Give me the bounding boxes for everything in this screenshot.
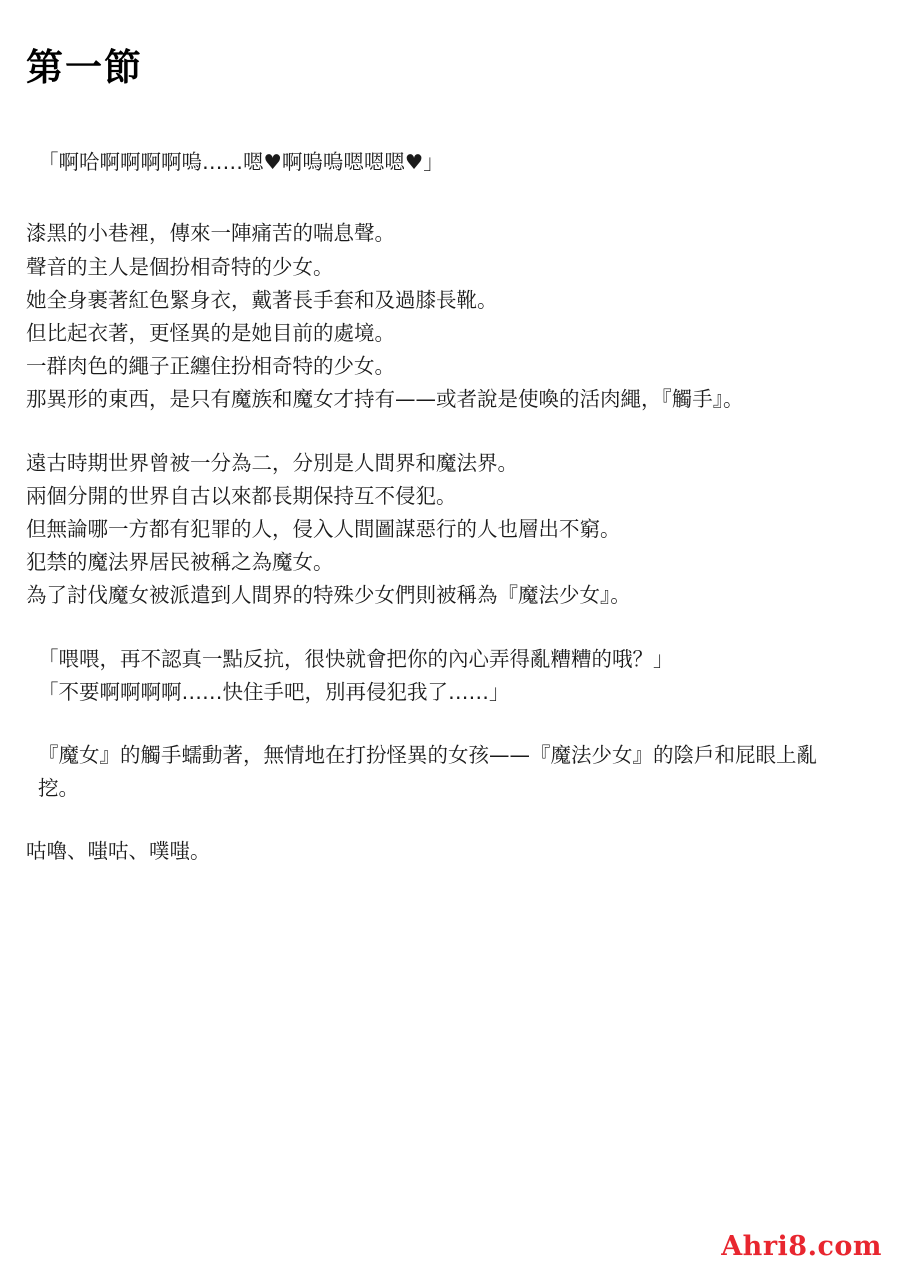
text-line: 那異形的東西，是只有魔族和魔女才持有——或者說是使喚的活肉繩，『觸手』。 bbox=[26, 387, 744, 412]
paragraph-dialogue-exchange bbox=[26, 643, 844, 709]
text-line: 一群肉色的繩子正纏住扮相奇特的少女。 bbox=[26, 354, 395, 379]
text-line: 「喂喂，再不認真一點反抗，很快就會把你的內心弄得亂糟糟的哦？」 bbox=[38, 646, 674, 671]
text-line: 為了討伐魔女被派遣到人間界的特殊少女們則被稱為『魔法少女』。 bbox=[26, 583, 631, 608]
text-line: 咕嚕、嗤咕、噗嗤。 bbox=[26, 839, 211, 864]
text-line: 漆黑的小巷裡，傳來一陣痛苦的喘息聲。 bbox=[26, 221, 395, 246]
paragraph-spacer bbox=[26, 613, 844, 643]
paragraph-spacer bbox=[26, 417, 844, 447]
paragraph-spacer bbox=[26, 805, 844, 835]
text-line: 遠古時期世界曾被一分為二，分別是人間界和魔法界。 bbox=[26, 450, 518, 475]
paragraph-action bbox=[26, 739, 844, 805]
paragraph-spacer bbox=[26, 709, 844, 739]
text-line: 但無論哪一方都有犯罪的人，侵入人間圖謀惡行的人也層出不窮。 bbox=[26, 516, 621, 541]
paragraph-world-lore bbox=[26, 447, 844, 613]
paragraph-dialogue-opening bbox=[26, 146, 844, 179]
text-line: 『魔女』的觸手蠕動著，無情地在打扮怪異的女孩——『魔法少女』的陰戶和屁眼上亂挖。 bbox=[38, 742, 817, 801]
paragraph-spacer bbox=[26, 179, 844, 217]
text-line: 犯禁的魔法界居民被稱之為魔女。 bbox=[26, 550, 334, 575]
text-line: 兩個分開的世界自古以來都長期保持互不侵犯。 bbox=[26, 483, 457, 508]
text-line: 她全身裹著紅色緊身衣，戴著長手套和及過膝長靴。 bbox=[26, 287, 498, 312]
page-title: 第一節 bbox=[26, 46, 143, 89]
text-line: 聲音的主人是個扮相奇特的少女。 bbox=[26, 254, 334, 279]
document-body bbox=[26, 146, 844, 868]
site-watermark: Ahri8.com bbox=[721, 1231, 882, 1262]
paragraph-scene-description bbox=[26, 217, 844, 416]
text-line: 「啊哈啊啊啊啊嗚……嗯♥啊嗚嗚嗯嗯嗯♥」 bbox=[38, 150, 444, 175]
text-line: 「不要啊啊啊啊……快住手吧，別再侵犯我了……」 bbox=[38, 679, 510, 704]
text-line: 但比起衣著，更怪異的是她目前的處境。 bbox=[26, 320, 395, 345]
paragraph-sfx bbox=[26, 835, 844, 868]
